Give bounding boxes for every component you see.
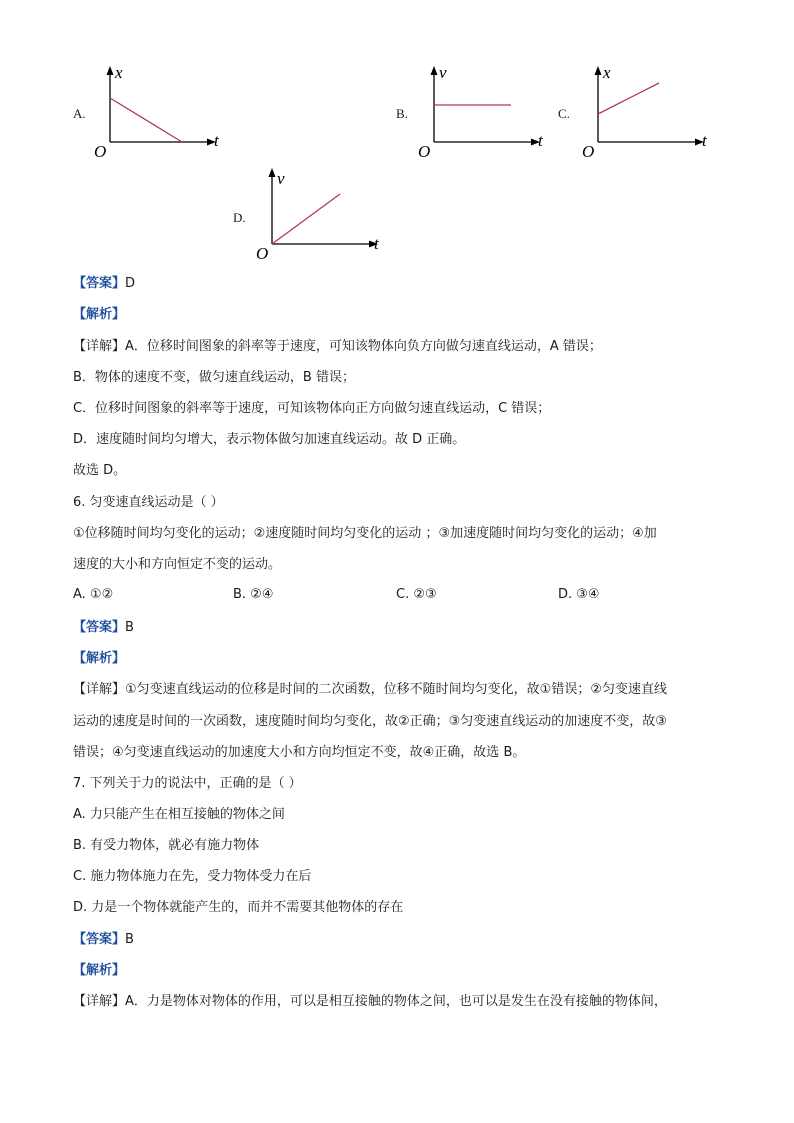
y-axis-label: v [277,169,285,188]
q6-choice-c: C. ②③ [396,587,437,602]
q7-option-a: A. 力只能产生在相互接触的物体之间 [73,807,285,822]
q5-detail-line: D．速度随时间均匀增大，表示物体做匀加速直线运动。故 D 正确。 [73,432,466,447]
q6-choice-b: B. ②④ [233,587,274,602]
q5-detail-line: C．位移时间图象的斜率等于速度，可知该物体向正方向做匀速直线运动，C 错误； [73,401,551,416]
q6-choice-a: A. ①② [73,587,114,602]
plot-line [598,83,659,114]
q5-detail-line: B．物体的速度不变，做匀速直线运动，B 错误； [73,370,355,385]
graph-d-label: D. [233,210,246,225]
q6-detail-line: 错误；④匀变速直线运动的加速度大小和方向均恒定不变，故④正确，故选 B。 [73,745,526,760]
x-axis-label: t [214,131,219,150]
y-axis-arrow [595,66,602,75]
origin-label: O [418,142,431,161]
x-axis-label: t [374,234,379,253]
y-axis-arrow [269,168,276,177]
q6-statement-line: 速度的大小和方向恒定不变的运动。 [73,557,282,572]
graph-a-label: A. [73,106,86,121]
graph-c-label: C. [558,106,570,121]
graph-d [254,164,394,264]
q6-statement-line: ①位移随时间均匀变化的运动；②速度随时间均匀变化的运动 ；③加速度随时间均匀变化的运动；④加 [73,526,657,541]
q6-detail-line: 【详解】①匀变速直线运动的位移是时间的二次函数，位移不随时间均匀变化，故①错误；②匀变速直线 [73,682,667,697]
plot-line [110,98,182,142]
x-axis-label: t [702,131,707,150]
graph-b [416,62,556,162]
q6-choice-d: D. ③④ [558,587,600,602]
origin-label: O [94,142,107,161]
plot-line [272,194,340,244]
q7-option-b: B. 有受力物体，就必有施力物体 [73,838,260,853]
y-axis-label: x [603,63,611,82]
q6-analysis-heading: 【解析】 [73,651,126,666]
q6-answer: 【答案】B [73,620,134,635]
graph-c [580,62,720,162]
q7-analysis-heading: 【解析】 [73,963,126,978]
q7-option-c: C. 施力物体施力在先，受力物体受力在后 [73,869,312,884]
q6-stem: 6. 匀变速直线运动是（ ） [73,495,224,510]
q6-choices [73,587,733,605]
q6-detail-line: 运动的速度是时间的一次函数，速度随时间均匀变化，故②正确；③匀变速直线运动的加速度不变，故③ [73,714,667,729]
x-axis-label: t [538,131,543,150]
q7-option-d: D. 力是一个物体就能产生的，而并不需要其他物体的存在 [73,900,404,915]
y-axis-label: x [115,63,123,82]
q5-answer: 【答案】D [73,276,136,291]
origin-label: O [582,142,595,161]
graph-b-label: B. [396,106,408,121]
y-axis-label: v [439,63,447,82]
q5-detail-line: 【详解】A．位移时间图象的斜率等于速度，可知该物体向负方向做匀速直线运动，A 错误； [73,339,602,354]
graph-a [92,62,232,162]
q5-conclusion: 故选 D。 [73,463,127,478]
q7-detail-line: 【详解】A．力是物体对物体的作用，可以是相互接触的物体之间，也可以是发生在没有接触的物体间， [73,994,667,1009]
q5-analysis-heading: 【解析】 [73,307,126,322]
q7-stem: 7. 下列关于力的说法中，正确的是（ ） [73,776,302,791]
q7-answer: 【答案】B [73,932,134,947]
y-axis-arrow [107,66,114,75]
y-axis-arrow [431,66,438,75]
origin-label: O [256,244,269,263]
